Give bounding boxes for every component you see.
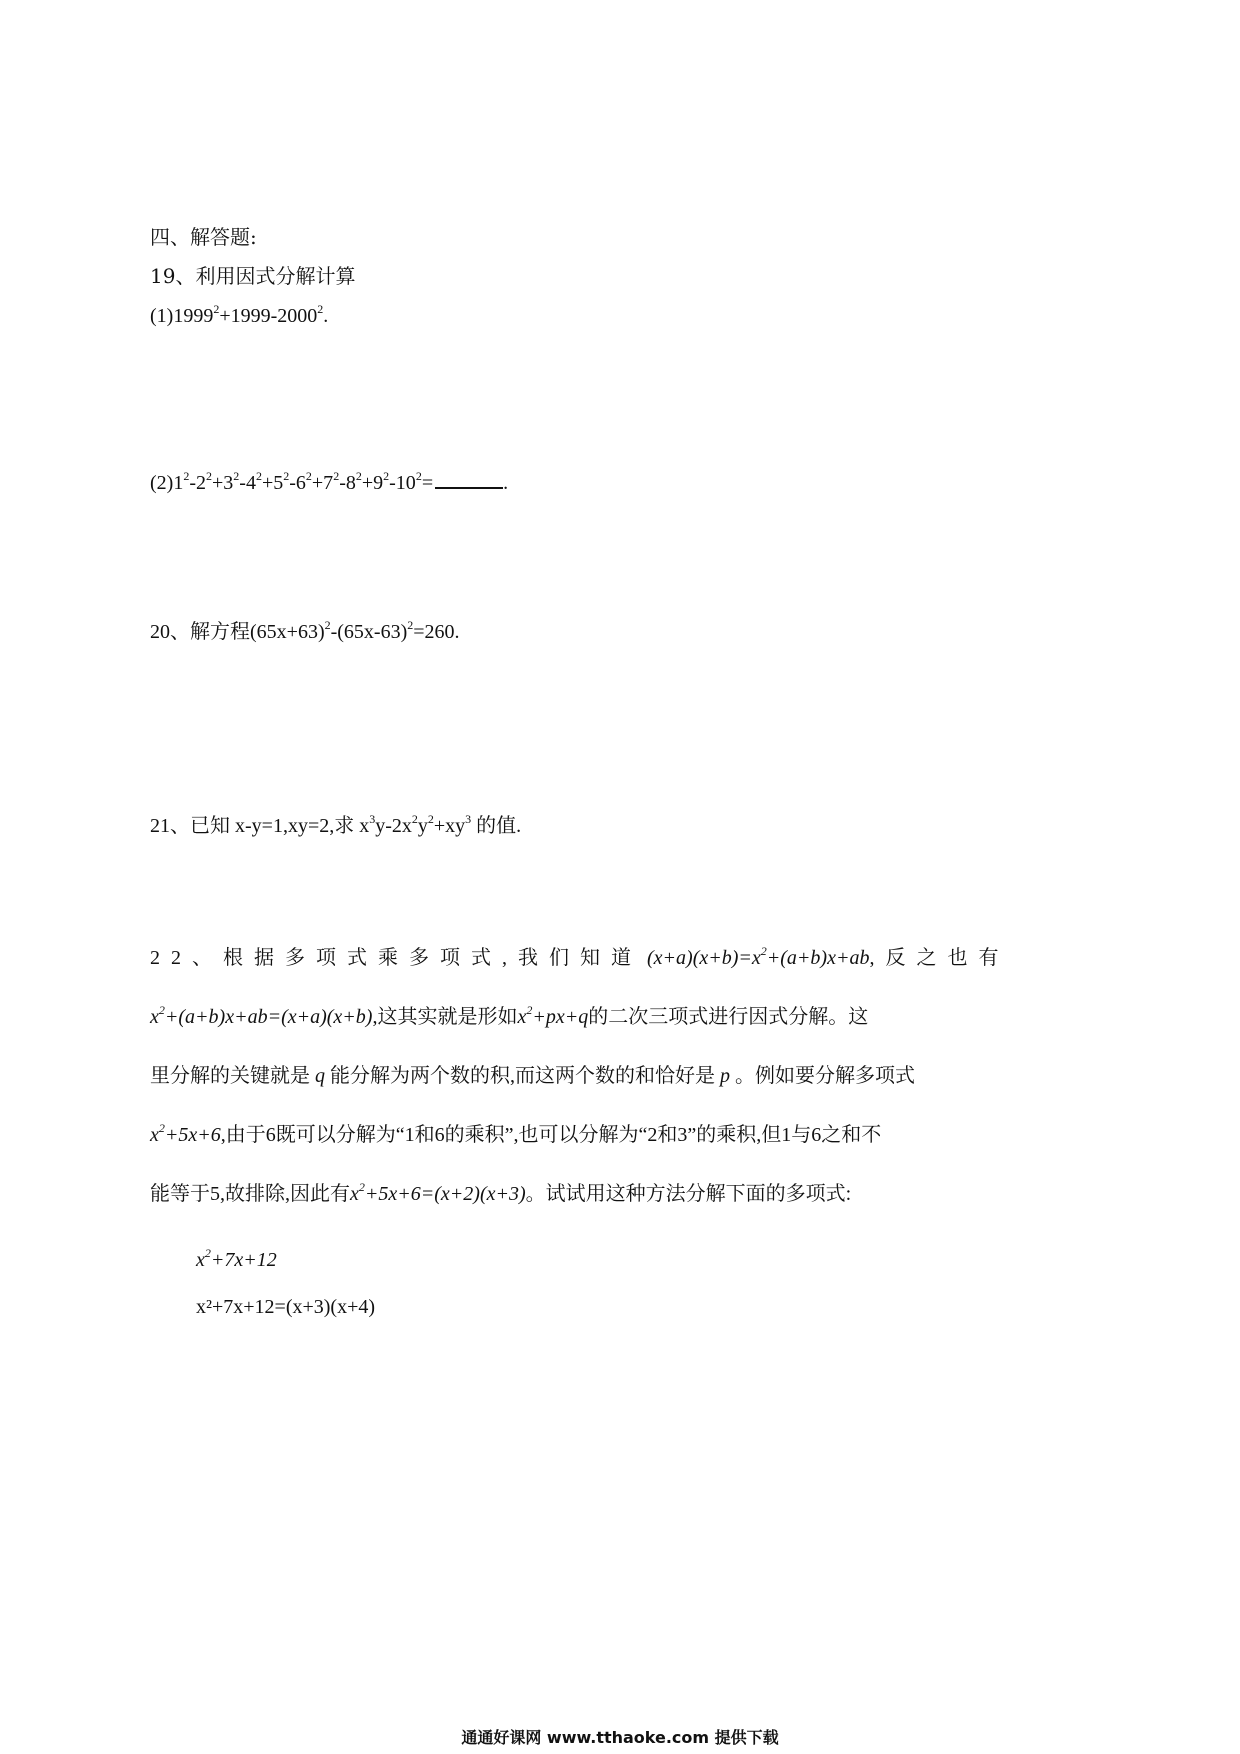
q21-text: 21、已知 x-y=1,xy=2,求 $x^3y-2x^2y^2+xy^3$ 的值. (150, 812, 522, 837)
q22-line5: 能等于5,故排除,因此有$x^2+5x+6=(x+2)(x+3)$。试试用这种方法分解下面的多项式: (150, 1180, 852, 1205)
q22-answer: x²+7x+12=(x+3)(x+4) (196, 1296, 376, 1318)
answer-blank[interactable] (435, 467, 503, 489)
q22-line4: $x^2+5x+6$,由于6既可以分解为“1和6的乘积”,也可以分解为“2和3”的乘积,但1与6之和不 (150, 1121, 882, 1146)
section-title: 四、解答题: (150, 225, 257, 249)
q22-line1: 22、根据多项式乘多项式,我们知道 $(x+a)(x+b)=x^2+(a+b)x+ab$,反之也有 (150, 944, 1010, 969)
page-footer: 通通好课网 www.tthaoke.com 提供下载 (461, 1728, 779, 1747)
q20-equation: 20、解方程$(65x+63)^2-(65x-63)^2=260$. (150, 618, 460, 643)
q19-part1: $(1)1999^2+1999-2000^2$. (150, 302, 329, 327)
q22-exercise: $x^2+7x+12$ (196, 1246, 277, 1271)
q22-line2: $x^2+(a+b)x+ab=(x+a)(x+b)$,这其实就是形如$x^2+px+q$的二次三项式进行因式分解。这 (150, 1003, 869, 1028)
q22-line3: 里分解的关键就是 q 能分解为两个数的积,而这两个数的和恰好是 p 。例如要分解多项式 (150, 1065, 915, 1087)
q19-title: 19、利用因式分解计算 (150, 264, 356, 288)
q19-part2: $(2)1^2-2^2+3^2-4^2+5^2-6^2+7^2-8^2+9^2-10^2=$ . (150, 467, 508, 497)
